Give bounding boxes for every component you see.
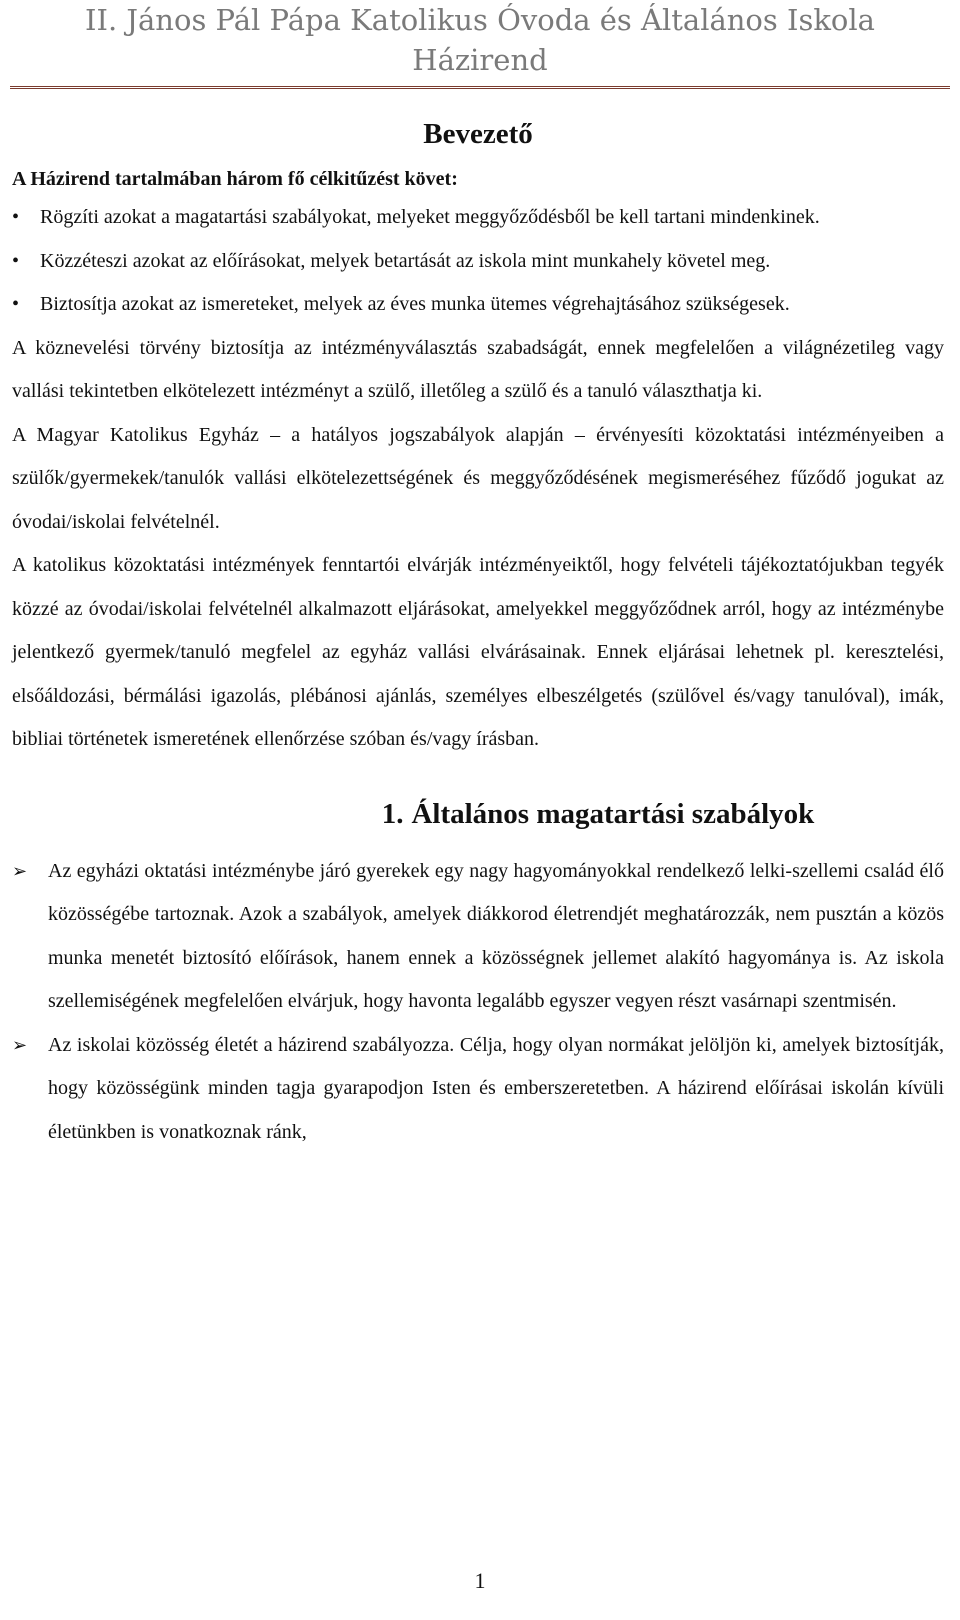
section-title-intro: Bevezető	[423, 118, 533, 150]
page-number: 1	[474, 1568, 486, 1593]
list-item-text: Rögzíti azokat a magatartási szabályokat, melyeket meggyőződésből be kell tartani mindenkinek.	[40, 206, 820, 228]
header-document-name: Házirend	[412, 43, 548, 77]
list-item	[12, 240, 944, 284]
goals-list	[12, 196, 944, 327]
list-item	[12, 850, 944, 1024]
list-item-text: Közzéteszi azokat az előírásokat, melyek betartását az iskola mint munkahely követel meg.	[40, 249, 771, 272]
bullet-icon: •	[12, 206, 20, 228]
bullet-icon: •	[12, 249, 20, 272]
paragraph: A katolikus közoktatási intézmények fenntartói elvárják intézményeiktől, hogy felvételi tájékoztatójukban tegyék közzé az óvodai/iskolai felvételnél alkalmazott eljárásokat, amelyekkel meggyőződnek arról, hogy az intézménybe jelentkező gyermek/tanuló megfelel az egyház vallási elvárásainak. Ennek eljárásai lehetnek pl. keresztelési, elsőáldozási, bérmálási igazolás, plébánosi ajánlás, személyes elbeszélgetés (szülővel és/vagy tanulóval), imák, bibliai történetek ismeretének ellenőrzése szóban és/vagy írásban.	[12, 554, 944, 750]
list-item-text: Biztosítja azokat az ismereteket, melyek az éves munka ütemes végrehajtásához szükségesek.	[40, 293, 790, 315]
arrow-bullet-icon: ➢	[12, 1034, 28, 1056]
list-item	[12, 283, 944, 327]
section-number: 1.	[381, 797, 404, 830]
paragraph: A köznevelési törvény biztosítja az intézményválasztás szabadságát, ennek megfelelően a világnézetileg vagy vallási tekintetben elkötelezett intézményt a szülő, illetőleg a szülő és a tanuló választhatja ki.	[12, 336, 944, 402]
paragraph: A Magyar Katolikus Egyház – a hatályos jogszabályok alapján – érvényesíti közoktatási intézményeiben a szülők/gyermekek/tanulók vallási elkötelezettségének és meggyőződésének megismeréséhez fűződő jogukat az óvodai/iskolai felvételnél.	[12, 423, 944, 533]
list-item-text: Az egyházi oktatási intézménybe járó gyerekek egy nagy hagyományokkal rendelkező lelki-szellemi család élő közösségébe tartoznak. Azok a szabályok, amelyek diákkorod életrendjét meghatározzák, nem pusztán a közös munka menetét biztosító előírások, hanem ennek a közösségnek jellemet alakító hagyománya is. Az iskola szellemiségének megfelelően elvárjuk, hogy havonta legalább egyszer vegyen részt vasárnapi szentmisén.	[48, 859, 944, 1012]
arrow-bullet-icon: ➢	[12, 860, 28, 882]
list-item	[12, 196, 944, 240]
document-body	[12, 112, 944, 1154]
header-school-name: II. János Pál Pápa Katolikus Óvoda és Általános Iskola	[85, 3, 875, 37]
section-title-general-rules	[252, 792, 944, 836]
bullet-icon: •	[12, 293, 20, 315]
page-header	[10, 0, 950, 89]
section-title-text: Általános magatartási szabályok	[411, 797, 815, 830]
rules-list	[12, 850, 944, 1155]
list-item-text: Az iskolai közösség életét a házirend szabályozza. Célja, hogy olyan normákat jelöljön ki, amelyek biztosítják, hogy közösségünk minden tagja gyarapodjon Isten és emberszeretetben. A házirend előírásai iskolán kívüli életünkben is vonatkoznak ránk,	[48, 1033, 944, 1143]
list-item	[12, 1024, 944, 1155]
intro-lead: A Házirend tartalmában három fő célkitűzést követ:	[12, 168, 458, 190]
